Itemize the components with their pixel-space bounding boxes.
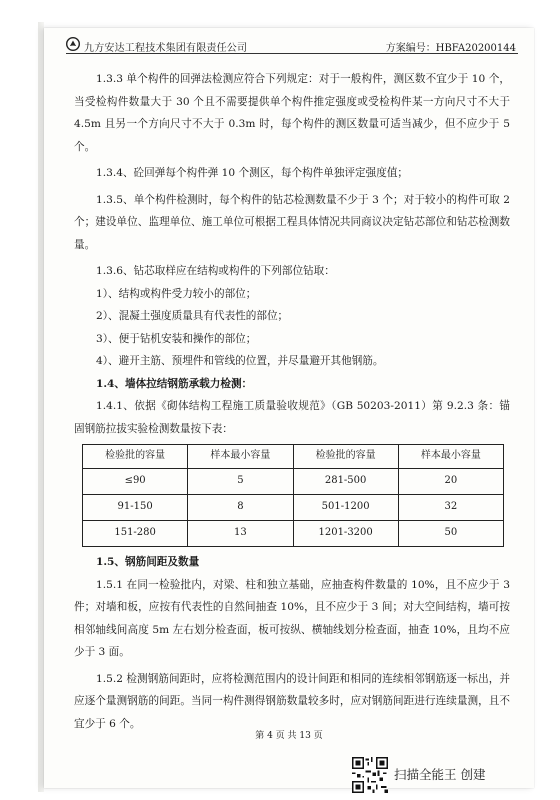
list-item: 4）、避开主筋、预埋件和管线的位置，并尽量避开其他钢筋。 [96,355,384,367]
table-cell: 50 [398,521,503,547]
sampling-table [82,444,504,547]
paragraph-1-3-6: 1.3.6、钻芯取样应在结构或构件的下列部位钻取： [96,265,335,277]
table-header-cell: 检验批的容量 [83,445,188,469]
table-cell: 13 [188,521,293,547]
table-cell: 32 [398,495,503,521]
company-logo-icon [66,37,80,51]
table-cell: 5 [188,469,293,495]
table-row [83,521,504,547]
table-row [83,469,504,495]
paragraph-1-3-4: 1.3.4、砼回弹每个构件弹 10 个测区，每个构件单独评定强度值； [96,167,409,179]
list-item: 1）、结构或构件受力较小的部位； [96,287,257,300]
table-row [83,495,504,521]
page-header [66,36,518,54]
list-item: 2）、混凝土强度质量具有代表性的部位； [96,310,289,322]
table-cell: 501-1200 [293,495,398,521]
document-page [44,28,534,788]
page-number: 第 4 页 共 13 页 [255,731,323,741]
table-cell: 1201-3200 [293,521,398,547]
paragraph-1-5-2: 1.5.2 检测钢筋间距时，应将检测范围内的设计间距和相同的连续相邻钢筋逐一标出，并应逐个量测钢筋的间距。当同一构件测得钢筋数量较多时，应对钢筋间距进行连续量测，且不宜少于 6 个。 [74,672,510,730]
section-heading-1-5: 1.5、钢筋间距及数量 [96,556,200,568]
table-cell: ≤90 [83,469,188,495]
table-header-cell: 样本最小容量 [188,445,293,469]
paragraph-1-3-5: 1.3.5、单个构件检测时，每个构件的钻芯检测数量不少于 3 个；对于较小的构件可取 2 个；建设单位、监理单位、施工单位可根据工程具体情况共同商议决定钻芯部位和钻芯检测数量。 [74,193,510,251]
section-heading-1-4: 1.4、墙体拉结钢筋承载力检测： [96,377,253,390]
paragraph-1-3-3: 1.3.3 单个构件的回弹法检测应符合下列规定：对于一般构件，测区数不宜少于 10 个，当受检构件数量大于 30 个且不需要提供单个构件推定强度或受检构件某一方向尺寸不大于 4.5m 且另一个方向尺寸不大于 0.3m 时，每个构件的测区数量可适当减少，但不应少于 5 个。 [74,73,510,153]
document-body [74,68,510,735]
table-cell: 281-500 [293,469,398,495]
qr-code-icon [352,757,388,793]
table-header-cell: 检验批的容量 [293,445,398,469]
table-cell: 151-280 [83,521,188,547]
list-item: 3）、便于钻机安装和操作的部位； [96,332,257,345]
table-header-cell: 样本最小容量 [398,445,503,469]
plan-number: 方案编号：HBFA20200144 [385,43,516,54]
table-cell: 8 [188,495,293,521]
table-header-row [83,445,504,469]
paragraph-1-5-1: 1.5.1 在同一检验批内，对梁、柱和独立基础，应抽查构件数量的 10%，且不应少于 3 件；对墙和板，应按有代表性的自然间抽查 10%，且不应少于 3 间；对大空间结构，墙可按相邻轴线间高度 5m 左右划分检查面，板可按纵、横轴线划分检查面，抽查 10%，且均不应少于 3 面。 [74,578,510,658]
table-cell: 20 [398,469,503,495]
paragraph-1-4-1: 1.4.1、依据《砌体结构工程施工质量验收规范》（GB 50203-2011）第 9.2.3 条：锚固钢筋拉拔实验检测数量按下表： [74,400,510,435]
company-name: 九方安达工程技术集团有限责任公司 [84,43,248,54]
table-cell: 91-150 [83,495,188,521]
scanner-watermark: 扫描全能王 创建 [394,767,486,782]
